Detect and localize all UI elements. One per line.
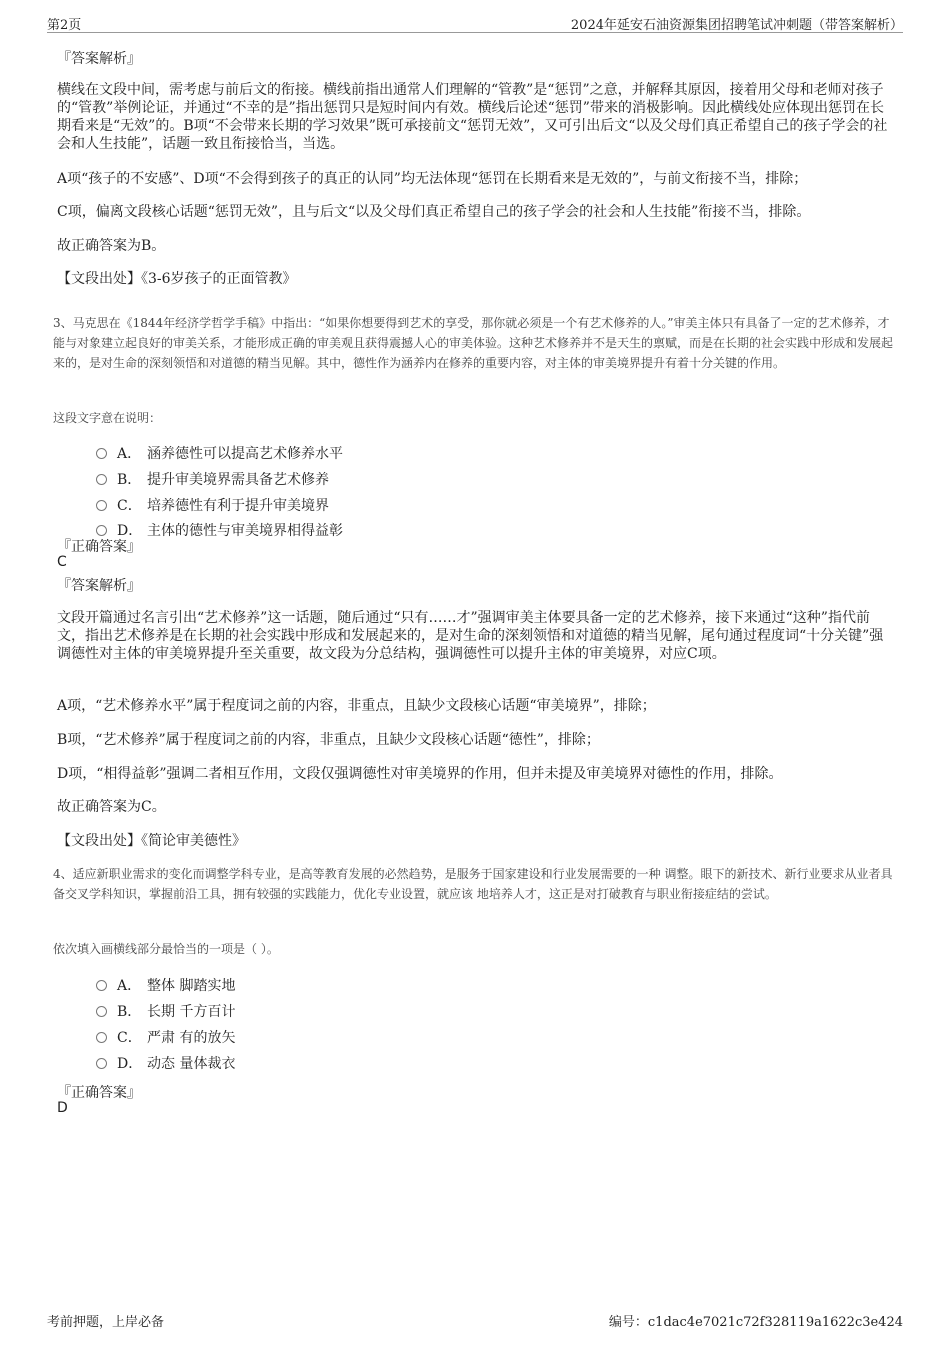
conclusion: 故正确答案为B。 [57, 238, 166, 254]
correct-answer: C [57, 554, 67, 570]
analysis-paragraph: 横线在文段中间，需考虑与前后文的衔接。横线前指出通常人们理解的“管教”是“惩罚”之意，并解释其原因，接着用父母和老师对孩子的“管教”举例论证，并通过“不幸的是”指出惩罚只是短时间内有效。横线后论述“惩罚”带来的消极影响。因此横线处应体现出惩罚在长期看来是“无效”的。B项“不会带来长期的学习效果”既可承接前文“惩罚无效”，又可引出后文“以及父母们真正希望自己的孩子学会的社会和人生技能”，话题一致且衔接恰当，当选。 [57, 82, 888, 152]
radio-icon[interactable] [96, 1006, 107, 1017]
question-stem: 3、马克思在《1844年经济学哲学手稿》中指出：“如果你想要得到艺术的享受，那你就必须是一个有艺术修养的人。”审美主体只有具备了一定的艺术修养，才能与对象建立起良好的审美关系，才能形成正确的审美观且获得震撼人心的审美体验。这种艺术修养并不是天生的禀赋，而是在长期的社会实践中形成和发展起来的，是对生命的深刻领悟和对道德的精当见解。其中，德性作为涵养内在修养的重要内容，对主体的审美境界提升有着十分关键的作用。 [53, 316, 894, 370]
footer-slogan: 考前押题，上岸必备 [47, 1315, 165, 1330]
option-b[interactable]: B． 提升审美境界需具备艺术修养 [96, 469, 329, 489]
analysis-paragraph: A项，“艺术修养水平”属于程度词之前的内容，非重点，且缺少文段核心话题“审美境界”，排除； [57, 698, 656, 714]
radio-icon[interactable] [96, 448, 107, 459]
option-c[interactable]: C． 严肃 有的放矢 [96, 1027, 235, 1047]
question-prompt: 依次填入画横线部分最恰当的一项是（ ）。 [53, 942, 279, 956]
analysis-paragraph: D项，“相得益彰”强调二者相互作用，文段仅强调德性对审美境界的作用，但并未提及审美境界对德性的作用，排除。 [57, 766, 783, 782]
analysis-paragraph: C项，偏离文段核心话题“惩罚无效”，且与后文“以及父母们真正希望自己的孩子学会的社会和人生技能”衔接不当，排除。 [57, 204, 811, 220]
analysis-paragraph: A项“孩子的不安感”、D项“不会得到孩子的真正的认同”均无法体现“惩罚在长期看来是无效的”，与前文衔接不当，排除； [57, 171, 808, 187]
source-citation: 【文段出处】《3-6岁孩子的正面管教》 [57, 271, 297, 287]
document-id: 编号：c1dac4e7021c72f328119a1622c3e424 [608, 1315, 903, 1330]
answer-label: 『正确答案』 [57, 1085, 141, 1101]
option-d[interactable]: D． 动态 量体裁衣 [96, 1053, 235, 1073]
radio-icon[interactable] [96, 1032, 107, 1043]
question-stem: 4、适应新职业需求的变化而调整学科专业，是高等教育发展的必然趋势，是服务于国家建设和行业发展需要的一种 调整。眼下的新技术、新行业要求从业者具备交叉学科知识，掌握前沿工具，拥有较强的实践能力，优化专业设置，就应该 地培养人才，这正是对打破教育与职业衔接症结的尝试。 [53, 867, 893, 901]
analysis-paragraph: 文段开篇通过名言引出“艺术修养”这一话题，随后通过“只有……才”强调审美主体要具备一定的艺术修养，接下来通过“这种”指代前文，指出艺术修养是在长期的社会实践中形成和发展起来的，是对生命的深刻领悟和对道德的精当见解，尾句通过程度词“十分关键”强调德性对主体的审美境界提升至关重要，故文段为分总结构，强调德性可以提升主体的审美境界，对应C项。 [57, 610, 884, 662]
radio-icon[interactable] [96, 1058, 107, 1069]
option-d[interactable]: D． 主体的德性与审美境界相得益彰 [96, 520, 343, 540]
radio-icon[interactable] [96, 500, 107, 511]
answer-label: 『正确答案』 [57, 539, 141, 555]
option-a[interactable]: A． 整体 脚踏实地 [96, 975, 235, 995]
analysis-label: 『答案解析』 [57, 578, 141, 594]
option-b[interactable]: B． 长期 千方百计 [96, 1001, 235, 1021]
source-citation: 【文段出处】《简论审美德性》 [57, 833, 246, 849]
document-title: 2024年延安石油资源集团招聘笔试冲刺题（带答案解析） [570, 18, 903, 33]
radio-icon[interactable] [96, 525, 107, 536]
option-a[interactable]: A． 涵养德性可以提高艺术修养水平 [96, 443, 343, 463]
page-number: 第2页 [47, 18, 82, 33]
analysis-label: 『答案解析』 [57, 51, 141, 67]
option-c[interactable]: C． 培养德性有利于提升审美境界 [96, 495, 329, 515]
analysis-paragraph: B项，“艺术修养”属于程度词之前的内容，非重点，且缺少文段核心话题“德性”，排除； [57, 732, 600, 748]
conclusion: 故正确答案为C。 [57, 799, 166, 815]
page-header [47, 12, 903, 33]
radio-icon[interactable] [96, 980, 107, 991]
correct-answer: D [57, 1100, 68, 1116]
question-prompt: 这段文字意在说明： [53, 411, 162, 425]
radio-icon[interactable] [96, 474, 107, 485]
